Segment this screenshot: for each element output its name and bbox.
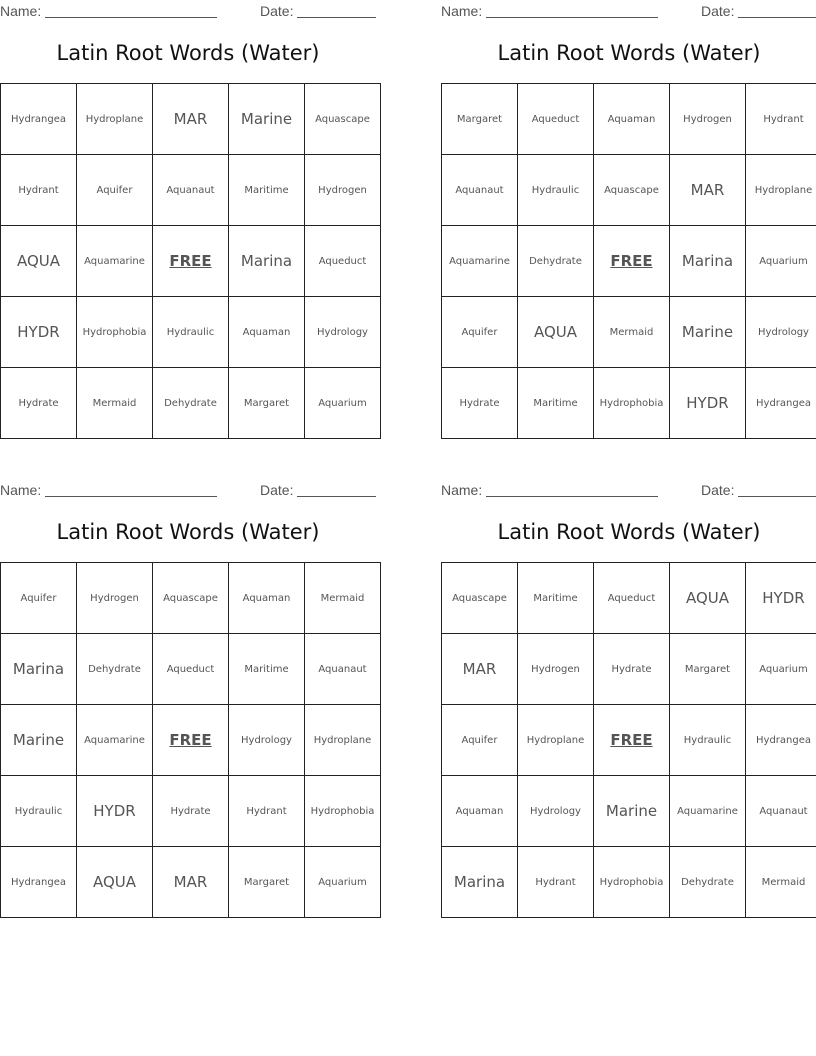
bingo-cell[interactable]: Marina <box>670 226 746 297</box>
date-label: Date: <box>701 3 735 19</box>
bingo-grid <box>441 83 816 439</box>
bingo-cell[interactable]: Maritime <box>518 563 594 634</box>
name-field[interactable] <box>45 496 217 497</box>
date-label: Date: <box>260 3 294 19</box>
bingo-cell[interactable]: Aquifer <box>1 563 77 634</box>
grid-row <box>1 847 381 918</box>
name-label: Name: <box>441 482 483 498</box>
bingo-cell[interactable]: Mermaid <box>305 563 381 634</box>
date-field[interactable] <box>738 496 816 497</box>
grid-row <box>442 368 816 439</box>
bingo-cell[interactable]: Hydrophobia <box>305 776 381 847</box>
bingo-cell[interactable]: AQUA <box>670 563 746 634</box>
bingo-cell[interactable]: Mermaid <box>77 368 153 439</box>
bingo-cell[interactable]: Hydrate <box>442 368 518 439</box>
bingo-cell[interactable]: Margaret <box>442 84 518 155</box>
bingo-cell[interactable]: Hydrate <box>1 368 77 439</box>
bingo-cell[interactable]: Aquascape <box>594 155 670 226</box>
bingo-cell[interactable]: Hydrangea <box>746 368 816 439</box>
bingo-cell[interactable]: Aquamarine <box>442 226 518 297</box>
bingo-cell[interactable]: Mermaid <box>594 297 670 368</box>
bingo-cell[interactable]: Hydraulic <box>1 776 77 847</box>
bingo-cell[interactable]: Hydroplane <box>305 705 381 776</box>
card-title: Latin Root Words (Water) <box>497 41 761 65</box>
bingo-cell[interactable]: MAR <box>153 847 229 918</box>
bingo-cell[interactable]: Maritime <box>518 368 594 439</box>
bingo-cell[interactable]: Dehydrate <box>77 634 153 705</box>
bingo-cell[interactable]: Margaret <box>229 847 305 918</box>
card-title: Latin Root Words (Water) <box>497 520 761 544</box>
date-label: Date: <box>260 482 294 498</box>
bingo-cell[interactable]: Aquarium <box>746 634 816 705</box>
bingo-cell[interactable]: Aqueduct <box>594 563 670 634</box>
grid-row <box>442 155 816 226</box>
bingo-cell[interactable]: Margaret <box>229 368 305 439</box>
bingo-cell[interactable]: Marina <box>1 634 77 705</box>
bingo-cell[interactable]: Hydraulic <box>518 155 594 226</box>
bingo-cell[interactable]: Dehydrate <box>670 847 746 918</box>
grid-row <box>1 155 381 226</box>
bingo-cell[interactable]: Hydrangea <box>1 847 77 918</box>
bingo-cell[interactable]: Hydrant <box>746 84 816 155</box>
name-field[interactable] <box>486 17 658 18</box>
bingo-cell[interactable]: Hydraulic <box>153 297 229 368</box>
name-date-line <box>0 3 376 19</box>
bingo-cell[interactable]: Hydraulic <box>670 705 746 776</box>
free-space[interactable]: FREE <box>594 226 670 297</box>
bingo-cell[interactable]: Hydrate <box>594 634 670 705</box>
bingo-cell[interactable]: Hydrant <box>518 847 594 918</box>
bingo-cell[interactable]: Hydrangea <box>746 705 816 776</box>
grid-row <box>442 226 816 297</box>
date-field[interactable] <box>297 17 376 18</box>
grid-row <box>1 297 381 368</box>
bingo-cell[interactable]: Hydroplane <box>518 705 594 776</box>
grid-row <box>442 776 816 847</box>
bingo-cell[interactable]: Marina <box>229 226 305 297</box>
bingo-cell[interactable]: HYDR <box>746 563 816 634</box>
grid-row <box>442 84 816 155</box>
bingo-cell[interactable]: Hydrology <box>229 705 305 776</box>
name-field[interactable] <box>45 17 217 18</box>
name-date-line <box>441 3 816 19</box>
name-date-line <box>0 482 376 498</box>
grid-row <box>1 563 381 634</box>
bingo-cell[interactable]: Aquanaut <box>442 155 518 226</box>
bingo-cell[interactable]: Hydrophobia <box>77 297 153 368</box>
bingo-cell[interactable]: Hydrophobia <box>594 847 670 918</box>
bingo-cell[interactable]: Aquascape <box>442 563 518 634</box>
bingo-cell[interactable]: Marine <box>670 297 746 368</box>
grid-row <box>1 226 381 297</box>
bingo-cell[interactable]: Dehydrate <box>153 368 229 439</box>
bingo-cell[interactable]: Marine <box>594 776 670 847</box>
bingo-cell[interactable]: Aquamarine <box>670 776 746 847</box>
grid-row <box>442 297 816 368</box>
bingo-cell[interactable]: Margaret <box>670 634 746 705</box>
bingo-cell[interactable]: HYDR <box>77 776 153 847</box>
bingo-cell[interactable]: Hydrogen <box>305 155 381 226</box>
bingo-cell[interactable]: Hydrogen <box>518 634 594 705</box>
grid-row <box>1 776 381 847</box>
name-label: Name: <box>441 3 483 19</box>
bingo-cell[interactable]: Hydrangea <box>1 84 77 155</box>
bingo-cell[interactable]: Aquascape <box>153 563 229 634</box>
bingo-cell[interactable]: MAR <box>442 634 518 705</box>
name-field[interactable] <box>486 496 658 497</box>
grid-row <box>442 847 816 918</box>
grid-row <box>1 634 381 705</box>
grid-row <box>442 634 816 705</box>
grid-row <box>442 563 816 634</box>
free-space[interactable]: FREE <box>153 226 229 297</box>
name-label: Name: <box>0 482 42 498</box>
bingo-cell[interactable]: HYDR <box>1 297 77 368</box>
bingo-cell[interactable]: Hydrate <box>153 776 229 847</box>
bingo-cell[interactable]: MAR <box>153 84 229 155</box>
bingo-cell[interactable]: Aquamarine <box>77 705 153 776</box>
bingo-cell[interactable]: Aquanaut <box>153 155 229 226</box>
bingo-cell[interactable]: Mermaid <box>746 847 816 918</box>
bingo-cell[interactable]: Aquaman <box>442 776 518 847</box>
free-space[interactable]: FREE <box>153 705 229 776</box>
bingo-cell[interactable]: Aquamarine <box>77 226 153 297</box>
bingo-cell[interactable]: Aquarium <box>746 226 816 297</box>
bingo-cell[interactable]: Aquaman <box>229 563 305 634</box>
name-label: Name: <box>0 3 42 19</box>
bingo-cell[interactable]: Hydrophobia <box>594 368 670 439</box>
grid-row <box>1 368 381 439</box>
bingo-cell[interactable]: Aqueduct <box>153 634 229 705</box>
bingo-cell[interactable]: Aqueduct <box>305 226 381 297</box>
bingo-cell[interactable]: Aquifer <box>442 297 518 368</box>
bingo-cell[interactable]: Maritime <box>229 634 305 705</box>
bingo-cell[interactable]: Marine <box>229 84 305 155</box>
name-date-line <box>441 482 816 498</box>
bingo-cell[interactable]: Hydrology <box>746 297 816 368</box>
date-field[interactable] <box>297 496 376 497</box>
bingo-cell[interactable]: AQUA <box>77 847 153 918</box>
date-field[interactable] <box>738 17 816 18</box>
bingo-cell[interactable]: Aquifer <box>442 705 518 776</box>
bingo-cell[interactable]: MAR <box>670 155 746 226</box>
bingo-cell[interactable]: Aquascape <box>305 84 381 155</box>
card-title: Latin Root Words (Water) <box>56 41 320 65</box>
bingo-cell[interactable]: Marina <box>442 847 518 918</box>
grid-row <box>442 705 816 776</box>
bingo-cell[interactable]: HYDR <box>670 368 746 439</box>
bingo-cell[interactable]: AQUA <box>518 297 594 368</box>
bingo-cell[interactable]: Aquifer <box>77 155 153 226</box>
bingo-cell[interactable]: Aquaman <box>594 84 670 155</box>
bingo-cell[interactable]: Hydrogen <box>77 563 153 634</box>
bingo-cell[interactable]: AQUA <box>1 226 77 297</box>
bingo-cell[interactable]: Aqueduct <box>518 84 594 155</box>
card-title: Latin Root Words (Water) <box>56 520 320 544</box>
bingo-grid <box>0 562 381 918</box>
bingo-cell[interactable]: Hydrology <box>305 297 381 368</box>
bingo-cell[interactable]: Aquanaut <box>305 634 381 705</box>
grid-row <box>1 84 381 155</box>
bingo-cell[interactable]: Hydrology <box>518 776 594 847</box>
bingo-cell[interactable]: Hydrant <box>1 155 77 226</box>
bingo-cell[interactable]: Aquarium <box>305 847 381 918</box>
bingo-cell[interactable]: Aquanaut <box>746 776 816 847</box>
grid-row <box>1 705 381 776</box>
bingo-cell[interactable]: Maritime <box>229 155 305 226</box>
bingo-cell[interactable]: Hydrogen <box>670 84 746 155</box>
bingo-grid <box>441 562 816 918</box>
bingo-grid <box>0 83 381 439</box>
bingo-cell[interactable]: Hydrant <box>229 776 305 847</box>
bingo-cell[interactable]: Hydroplane <box>77 84 153 155</box>
date-label: Date: <box>701 482 735 498</box>
free-space[interactable]: FREE <box>594 705 670 776</box>
bingo-cell[interactable]: Aquarium <box>305 368 381 439</box>
bingo-cell[interactable]: Hydroplane <box>746 155 816 226</box>
bingo-cell[interactable]: Aquaman <box>229 297 305 368</box>
bingo-cell[interactable]: Dehydrate <box>518 226 594 297</box>
bingo-cell[interactable]: Marine <box>1 705 77 776</box>
